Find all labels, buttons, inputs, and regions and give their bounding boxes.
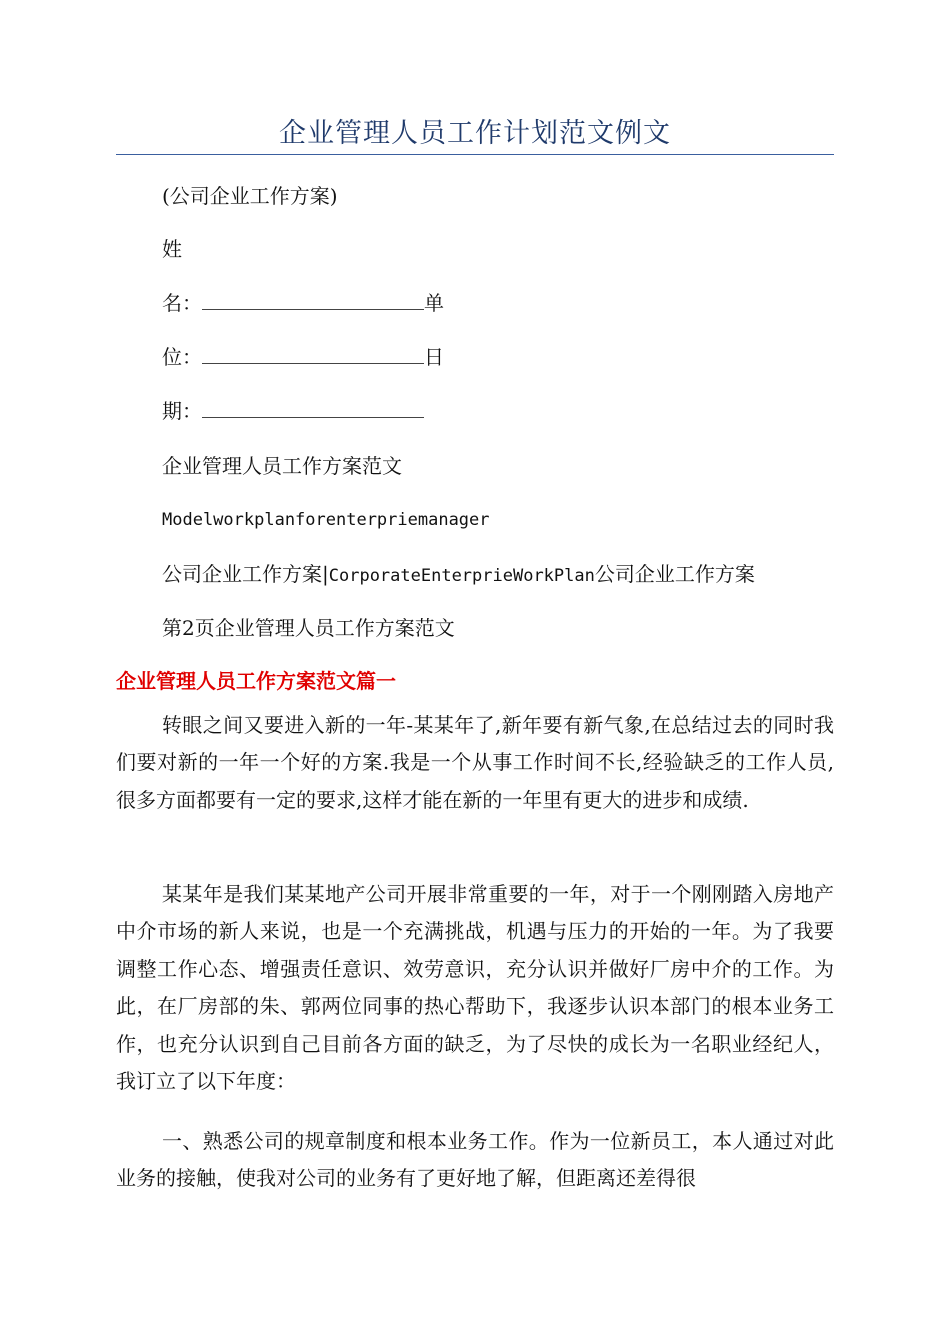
- cn-title-line: 企业管理人员工作方案范文: [162, 454, 402, 478]
- date-label-part-2: 期：: [162, 399, 202, 423]
- name-label-line-1: [162, 234, 182, 264]
- page-reference-line: 第2页企业管理人员工作方案范文: [162, 616, 455, 640]
- paragraph-3: 一、熟悉公司的规章制度和根本业务工作。作为一位新员工，本人通过对此业务的接触，使我对公司的业务有了更好地了解，但距离还差得很: [116, 1129, 834, 1191]
- en-title-line: Modelworkplanforenterpriemanager: [162, 510, 490, 530]
- subtitle: (公司企业工作方案): [162, 184, 338, 208]
- mixed-title-line: [162, 559, 755, 591]
- mixed-cn-part-c: 公司企业工作方案: [594, 562, 755, 586]
- name-field-line: [162, 288, 444, 318]
- paragraph-1: 转眼之间又要进入新的一年-某某年了,新年要有新气象,在总结过去的同时我们要对新的一年一个好的方案.我是一个从事工作时间不长,经验缺乏的工作人员,很多方面都要有一定的要求,这样才能在新的一年里有更大的进步和成绩.: [116, 713, 834, 812]
- unit-field-line: [162, 342, 444, 372]
- name-blank: [202, 291, 424, 310]
- section-heading: 企业管理人员工作方案范文篇一: [116, 669, 396, 693]
- date-label-part-1: 日: [424, 345, 444, 369]
- document-title: 企业管理人员工作计划范文例文: [279, 118, 671, 149]
- date-blank: [202, 399, 424, 418]
- mixed-cn-part-a: 公司企业工作方案|: [162, 562, 329, 586]
- unit-label-part-1: 单: [424, 291, 444, 315]
- paragraph-2: 某某年是我们某某地产公司开展非常重要的一年，对于一个刚刚踏入房地产中介市场的新人来说，也是一个充满挑战，机遇与压力的开始的一年。为了我要调整工作心态、增强责任意识、效劳意识，充分认识并做好厂房中介的工作。为此，在厂房部的朱、郭两位同事的热心帮助下，我逐步认识本部门的根本业务工作，也充分认识到自己目前各方面的缺乏，为了尽快的成长为一名职业经纪人，我订立了以下年度：: [116, 882, 834, 1094]
- title-underline: [116, 154, 834, 155]
- unit-blank: [202, 345, 424, 364]
- date-field-line: [162, 396, 424, 426]
- unit-label-part-2: 位：: [162, 345, 202, 369]
- name-label-part-2: 名：: [162, 291, 202, 315]
- name-label-part-1: 姓: [162, 237, 182, 261]
- mixed-en-part: CorporateEnterprieWorkPlan: [328, 566, 595, 586]
